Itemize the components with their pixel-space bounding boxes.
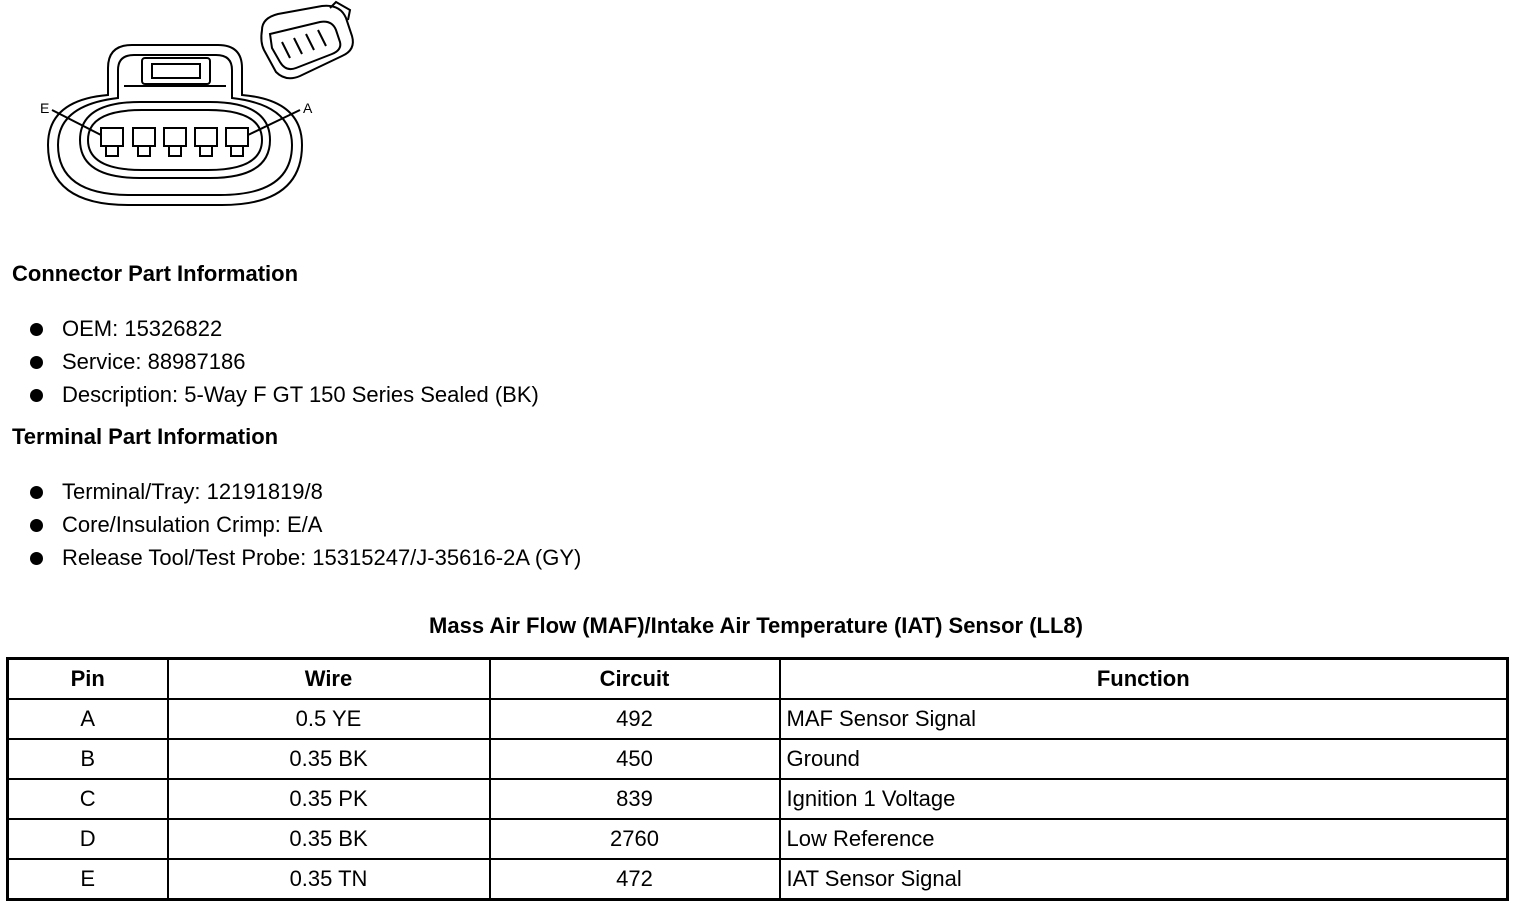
bullet-icon	[30, 323, 43, 336]
terminal-info-list	[28, 475, 581, 574]
connector-face-diagram	[0, 0, 380, 230]
table-header-row	[8, 659, 1508, 700]
list-item: OEM: 15326822	[28, 312, 539, 345]
bullet-icon	[30, 552, 43, 565]
wire-cell: 0.35 TN	[168, 859, 490, 900]
table-row	[8, 819, 1508, 859]
connector-thumbnail	[261, 2, 353, 78]
circuit-cell: 472	[490, 859, 780, 900]
pin-cell: D	[8, 819, 168, 859]
list-item: Service: 88987186	[28, 345, 539, 378]
pin-cell: C	[8, 779, 168, 819]
pin-cell: E	[8, 859, 168, 900]
table-row	[8, 739, 1508, 779]
pin-cell: A	[8, 699, 168, 739]
bullet-icon	[30, 356, 43, 369]
wire-cell: 0.35 BK	[168, 819, 490, 859]
function-cell: Ground	[780, 739, 1508, 779]
table-row	[8, 859, 1508, 900]
col-header-wire: Wire	[168, 659, 490, 700]
connector-info-heading: Connector Part Information	[12, 261, 299, 286]
bullet-icon	[30, 486, 43, 499]
circuit-cell: 450	[490, 739, 780, 779]
bullet-icon	[30, 389, 43, 402]
circuit-cell: 839	[490, 779, 780, 819]
list-item: Core/Insulation Crimp: E/A	[28, 508, 581, 541]
table-title: Mass Air Flow (MAF)/Intake Air Temperature (IAT) Sensor (LL8)	[429, 613, 1083, 638]
function-cell: Ignition 1 Voltage	[780, 779, 1508, 819]
table-row	[8, 779, 1508, 819]
pin-e-label: E	[40, 100, 50, 116]
circuit-cell: 2760	[490, 819, 780, 859]
list-item: Description: 5-Way F GT 150 Series Sealed (BK)	[28, 378, 539, 411]
col-header-function: Function	[780, 659, 1508, 700]
list-item: Release Tool/Test Probe: 15315247/J-35616-2A (GY)	[28, 541, 581, 574]
wire-cell: 0.35 PK	[168, 779, 490, 819]
function-cell: Low Reference	[780, 819, 1508, 859]
function-cell: IAT Sensor Signal	[780, 859, 1508, 900]
col-header-pin: Pin	[8, 659, 168, 700]
circuit-cell: 492	[490, 699, 780, 739]
table-row	[8, 699, 1508, 739]
pin-cell: B	[8, 739, 168, 779]
pinout-table	[6, 657, 1509, 901]
wire-cell: 0.35 BK	[168, 739, 490, 779]
connector-info-list	[28, 312, 539, 411]
function-cell: MAF Sensor Signal	[780, 699, 1508, 739]
col-header-circuit: Circuit	[490, 659, 780, 700]
pin-a-label: A	[303, 100, 313, 116]
list-item: Terminal/Tray: 12191819/8	[28, 475, 581, 508]
wire-cell: 0.5 YE	[168, 699, 490, 739]
terminal-info-heading: Terminal Part Information	[12, 424, 279, 449]
bullet-icon	[30, 519, 43, 532]
